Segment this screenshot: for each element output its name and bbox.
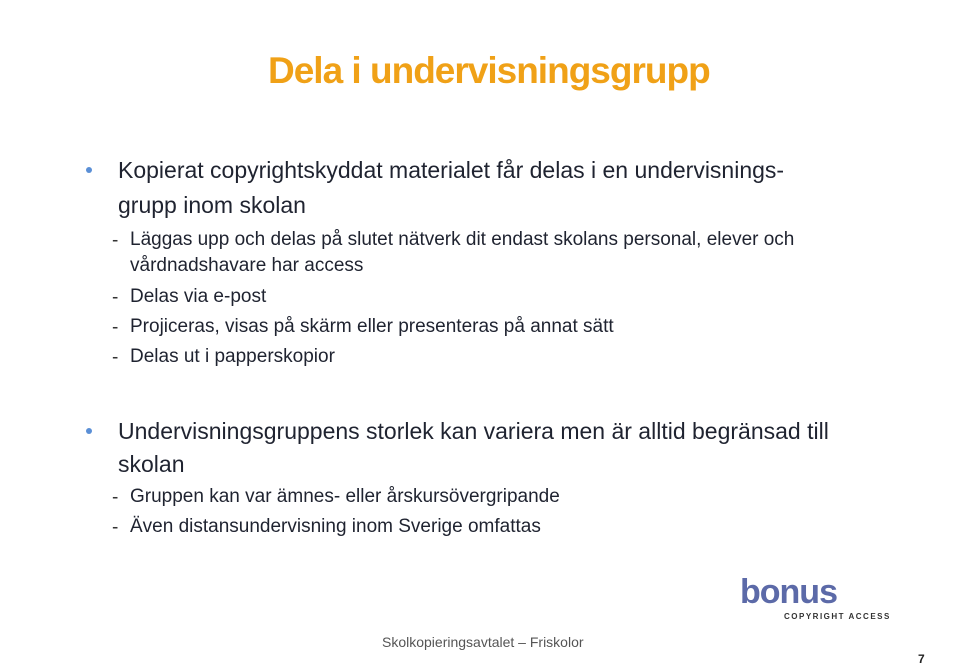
subitem-2-1: Gruppen kan var ämnes- eller årskursövergripande	[130, 486, 560, 507]
dash-marker: -	[112, 230, 119, 251]
subitem-1-4: Delas ut i papperskopior	[130, 346, 335, 367]
dash-marker: -	[112, 347, 119, 368]
dash-marker: -	[112, 517, 119, 538]
page-number: 7	[918, 652, 925, 666]
logo-word: bonus	[740, 573, 837, 611]
dash-marker: -	[112, 487, 119, 508]
dash-marker: -	[112, 287, 119, 308]
dash-marker: -	[112, 317, 119, 338]
bullet-dot	[86, 428, 92, 434]
subitem-1-1-line-2: vårdnadshavare har access	[130, 255, 364, 276]
subitem-1-3: Projiceras, visas på skärm eller presenteras på annat sätt	[130, 316, 614, 337]
subitem-2-2: Även distansundervisning inom Sverige omfattas	[130, 516, 541, 537]
bullet-1-line-2: grupp inom skolan	[118, 192, 306, 218]
bonus-logo	[740, 573, 891, 625]
bullet-2-line-1: Undervisningsgruppens storlek kan variera men är alltid begränsad till	[118, 418, 829, 444]
slide-title: Dela i undervisningsgrupp	[268, 50, 710, 91]
bullet-1-line-1: Kopierat copyrightskyddat materialet får delas i en undervisnings-	[118, 157, 785, 183]
bullet-dot	[86, 167, 92, 173]
logo-tagline: COPYRIGHT ACCESS	[784, 612, 891, 621]
subitem-1-2: Delas via e-post	[130, 286, 267, 307]
footer-text: Skolkopieringsavtalet – Friskolor	[382, 634, 584, 650]
subitem-1-1-line-1: Läggas upp och delas på slutet nätverk dit endast skolans personal, elever och	[130, 229, 795, 250]
bullet-2-line-2: skolan	[118, 451, 185, 477]
